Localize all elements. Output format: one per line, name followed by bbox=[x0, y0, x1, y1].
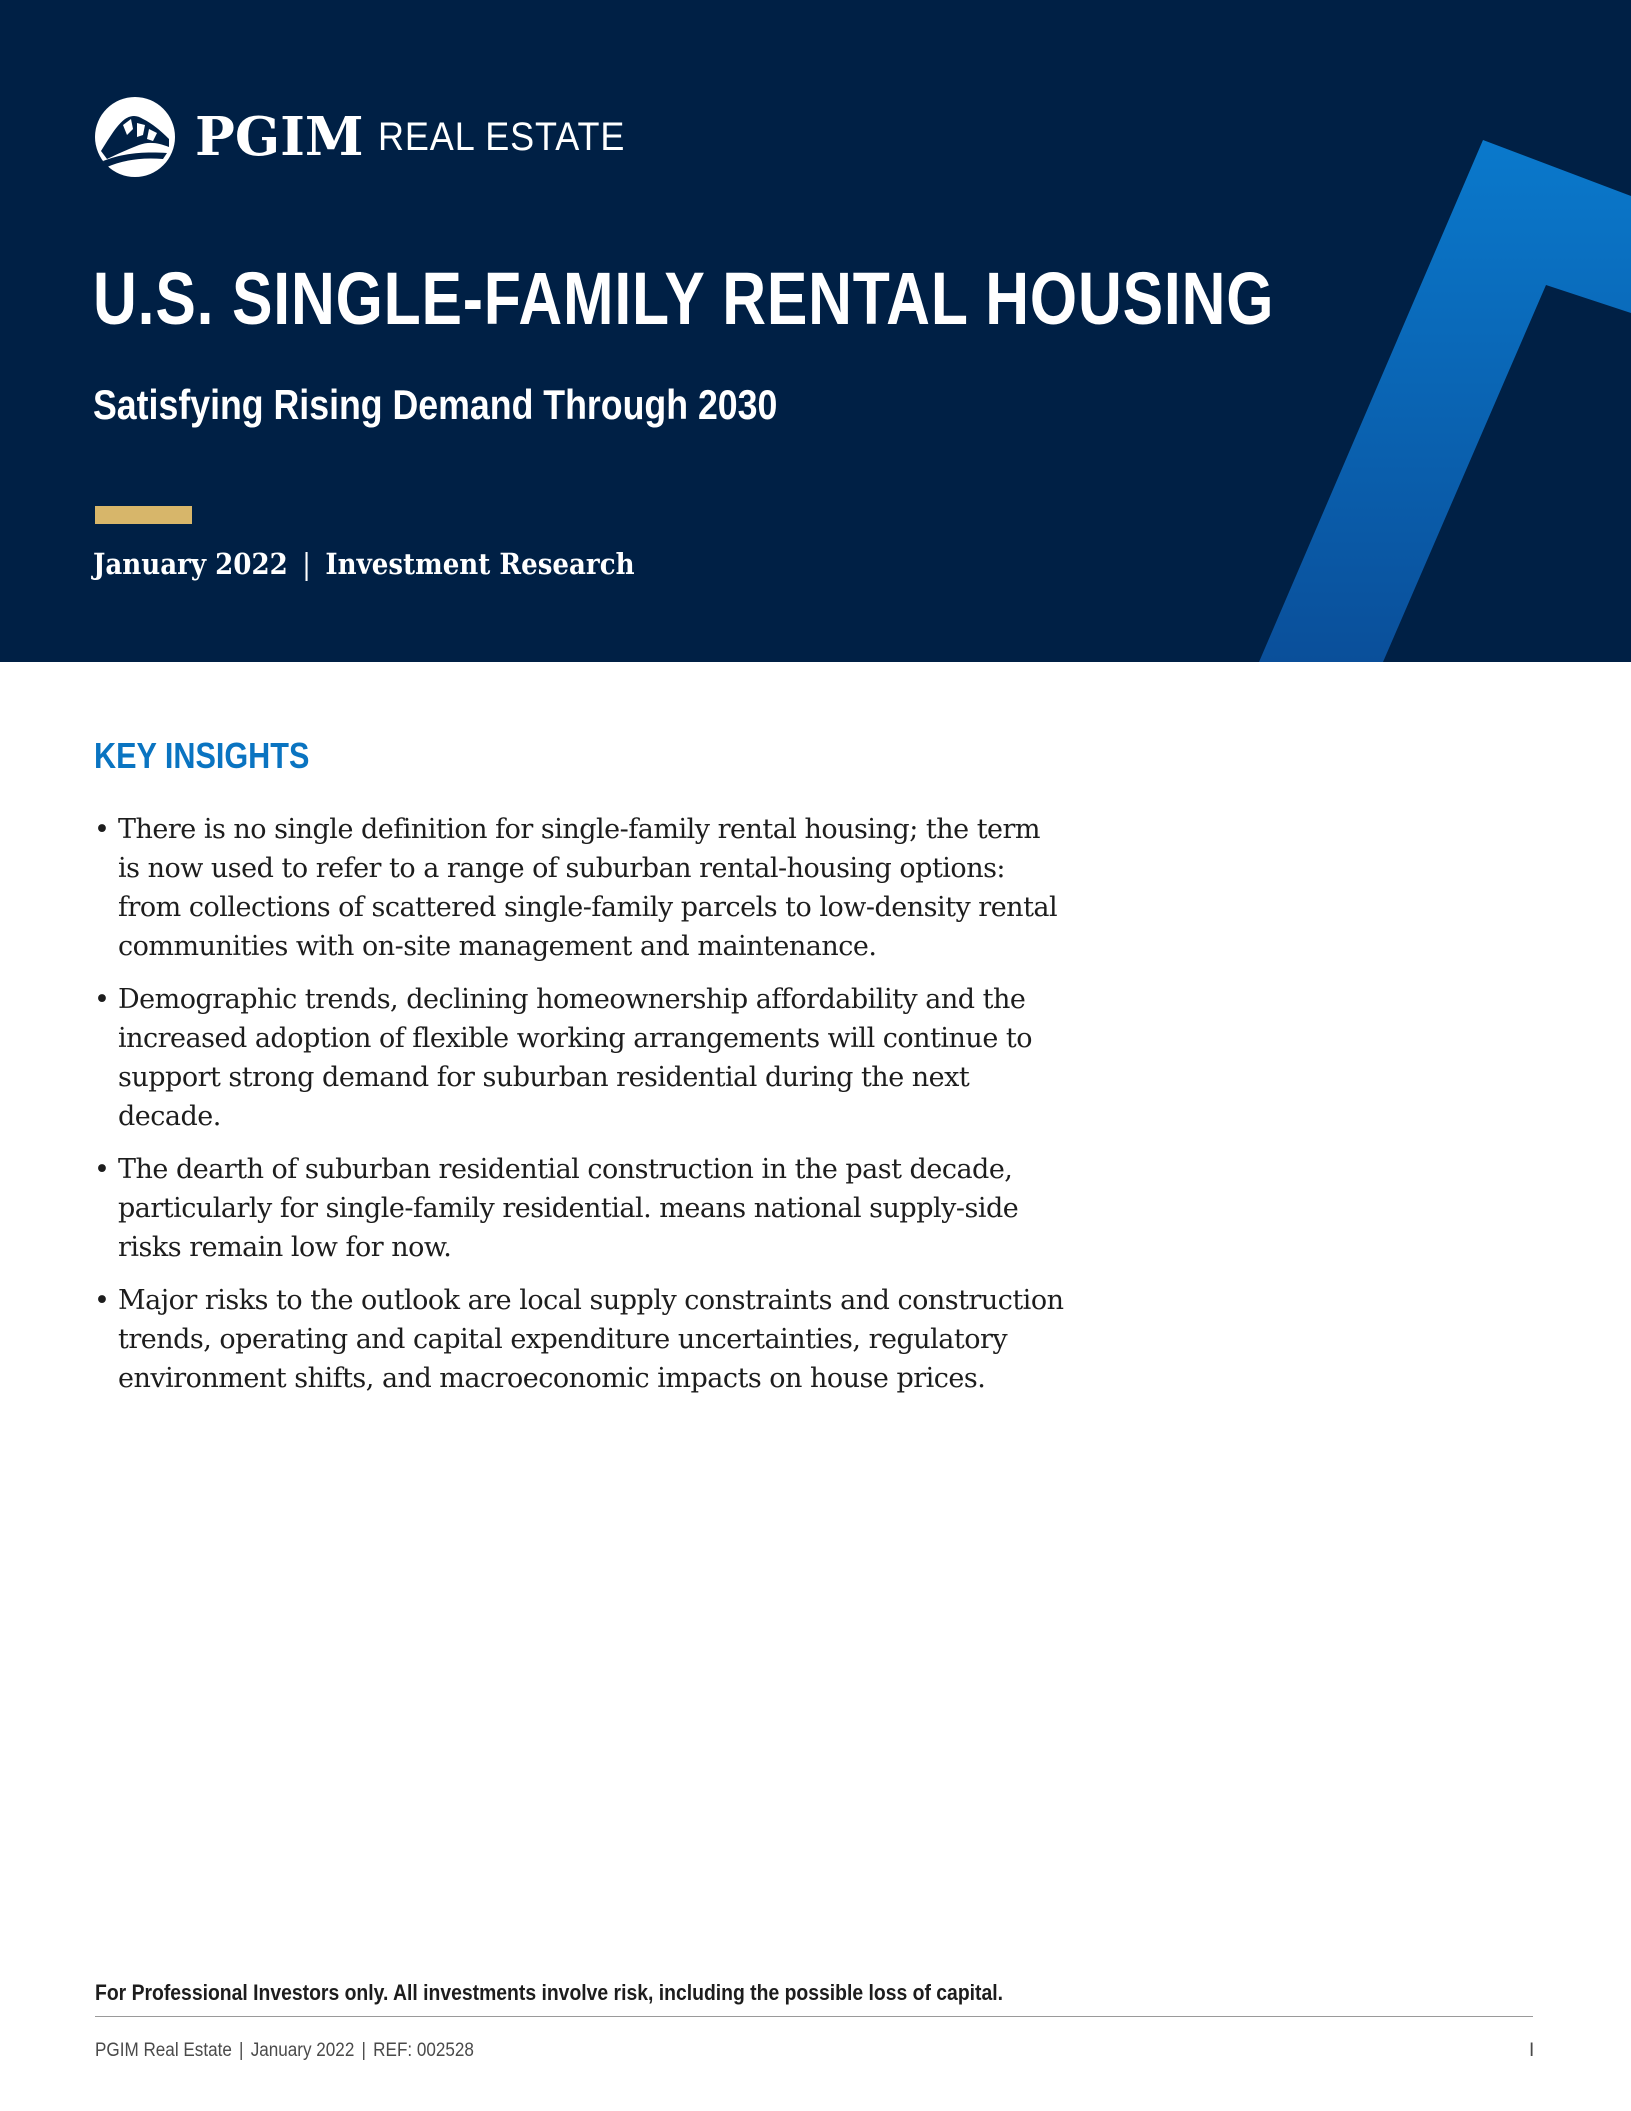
report-subtitle: Satisfying Rising Demand Through 2030 bbox=[93, 381, 778, 428]
key-insights-list bbox=[94, 810, 1064, 1412]
report-date: January 2022 bbox=[93, 547, 288, 581]
meta-separator: | bbox=[302, 547, 311, 581]
rock-of-gibraltar-logo-icon bbox=[93, 95, 177, 179]
insight-item: • The dearth of suburban residential construction in the past decade, particularly for single-family residential. means national supply-side risks remain low for now. bbox=[94, 1150, 1064, 1267]
footer-separator: | bbox=[239, 2040, 244, 2061]
footer-date: January 2022 bbox=[250, 2040, 355, 2061]
gold-accent-bar bbox=[95, 506, 192, 524]
insight-item: • Major risks to the outlook are local supply constraints and construction trends, operating and capital expenditure uncertainties, regulatory environment shifts, and macroeconomic impacts on house prices. bbox=[94, 1281, 1064, 1398]
insight-item: • Demographic trends, declining homeownership affordability and the increased adoption of flexible working arrangements will continue to support strong demand for suburban residential during the next decade. bbox=[94, 980, 1064, 1136]
footer-info bbox=[95, 2040, 474, 2062]
pgim-logo bbox=[93, 94, 652, 180]
insight-item: • There is no single definition for single-family rental housing; the term is now used to refer to a range of suburban rental-housing options: from collections of scattered single-family parcels to low-density rental communities with on-site management and maintenance. bbox=[94, 810, 1064, 966]
page-number: I bbox=[1529, 2040, 1535, 2061]
cover-hero bbox=[0, 0, 1631, 662]
footer-company: PGIM Real Estate bbox=[95, 2040, 232, 2061]
report-title: U.S. SINGLE-FAMILY RENTAL HOUSING bbox=[93, 257, 1275, 340]
footer-ref: REF: 002528 bbox=[373, 2040, 474, 2061]
footer-divider bbox=[95, 2016, 1533, 2017]
report-category: Investment Research bbox=[325, 547, 635, 581]
footer-separator: | bbox=[361, 2040, 366, 2061]
logo-division: REAL ESTATE bbox=[377, 115, 625, 159]
report-meta bbox=[93, 547, 635, 581]
logo-brand: PGIM bbox=[195, 105, 364, 168]
key-insights-heading: KEY INSIGHTS bbox=[94, 735, 310, 776]
footer-disclaimer: For Professional Investors only. All investments involve risk, including the possible loss of capital. bbox=[95, 1980, 1003, 2005]
